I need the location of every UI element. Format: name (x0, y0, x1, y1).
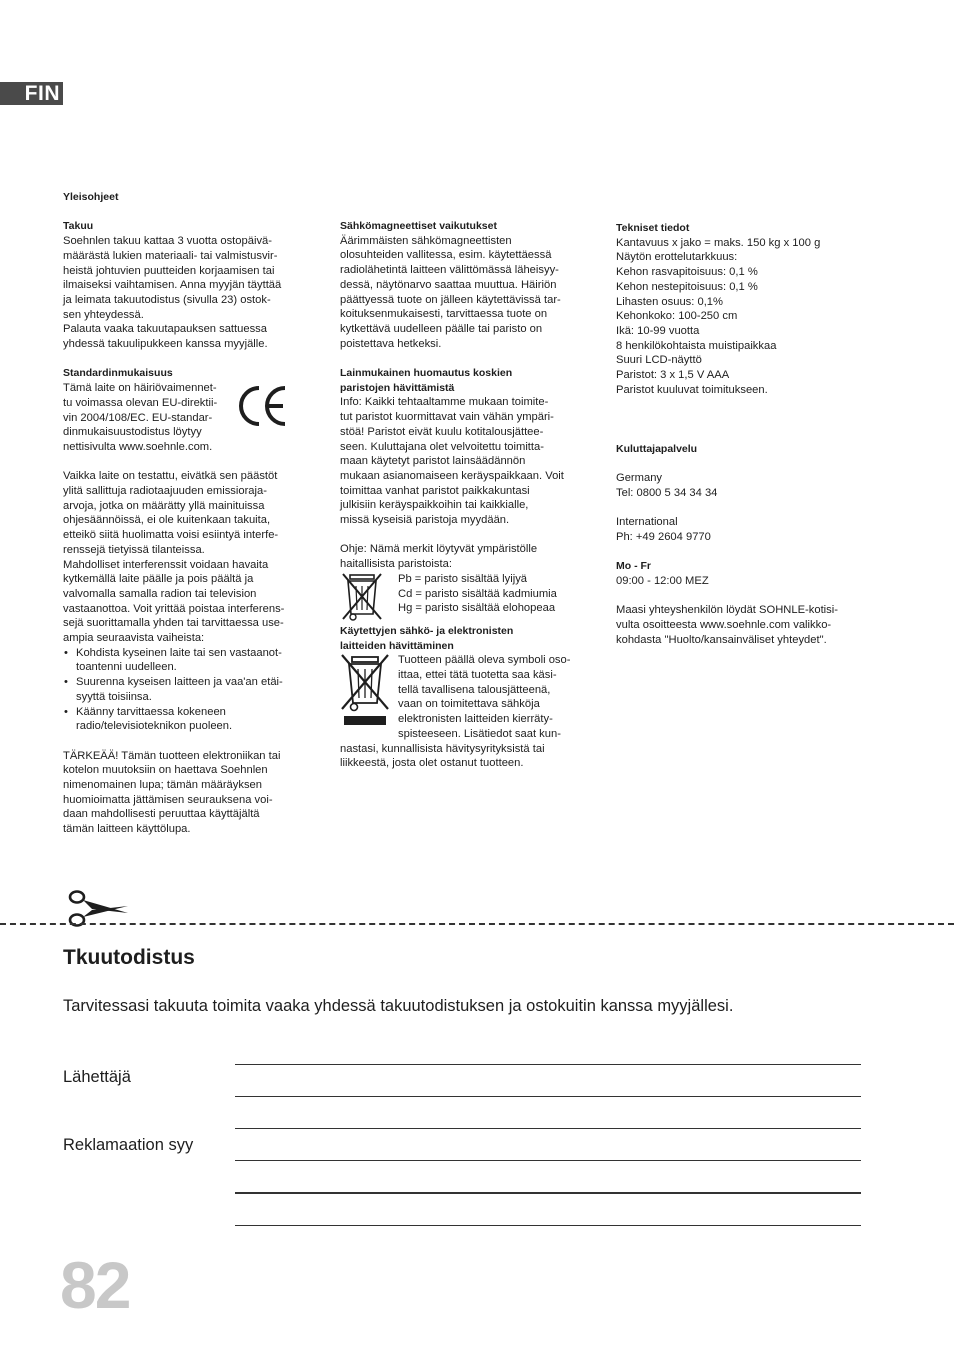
warranty-heading: Takuu (63, 220, 94, 233)
text-line: seen. Kuluttajana olet velvoitettu toimitta- (340, 440, 544, 453)
service-international (616, 515, 876, 544)
text-line: Paristot kuuluvat toimitukseen. (616, 383, 768, 396)
sender-line-3[interactable] (235, 1128, 861, 1129)
text-line: Suuri LCD-näyttö (616, 354, 702, 367)
text-line: Vaikka laite on testattu, eivätkä sen päästöt (63, 470, 278, 483)
interference-text (63, 469, 313, 645)
certificate-title: Tkuutodistus (63, 946, 195, 969)
text-line: koituksenmukaisesti, tarvittaessa tuote on (340, 308, 548, 321)
text-line: nimenomainen lupa; tämän määräyksen (63, 779, 262, 792)
text-line: määrästä lukien materiaali- tai valmistusvir- (63, 249, 278, 262)
emc-text (340, 234, 590, 352)
chem-symbols-block (340, 572, 590, 616)
text-line: Tuotteen päällä oleva symboli oso- (398, 654, 571, 667)
contact-text (616, 603, 876, 647)
text-line: renssejä tietyissä tilanteissa. (63, 543, 205, 556)
text-line: poistettava hetkeksi. (340, 337, 442, 350)
weee-block (340, 653, 590, 741)
column-specs (616, 221, 876, 647)
text-line: Cd = paristo sisältää kadmiumia (398, 587, 557, 600)
text-line: • Suurenna kyseisen laitteen ja vaa'an etäi- (76, 676, 283, 689)
text-line: Ph: +49 2604 9770 (616, 530, 711, 543)
tech-specs-list (616, 236, 876, 398)
text-line: liikkeestä, josta olet ostanut tuotteen. (340, 757, 524, 770)
text-line: julkisiin keräyspaikkoihin tai kaikkialle, (340, 499, 529, 512)
text-line: spisteeseen. Lisätiedot saat kun- (398, 727, 561, 740)
sender-label: Lähettäjä (63, 1068, 131, 1086)
text-line: ja leimata takuutodistus (sivulla 23) ostok- (63, 293, 271, 306)
text-line: kytkettävä uudelleen päälle tai paristo on (340, 322, 543, 335)
reason-line-3[interactable] (235, 1225, 861, 1226)
text-line: kotelon muutoksiin on haettava Soehnlen (63, 764, 268, 777)
text-line: Palauta vaaka takuutapauksen sattuessa (63, 323, 268, 336)
text-line: ylitä sallittuja radiotaajuuden emissioraja- (63, 485, 267, 498)
text-line: Paristot: 3 x 1,5 V AAA (616, 369, 730, 382)
text-line: tellä tavallisena talousjätteenä, (398, 683, 551, 696)
text-line: Kehon nestepitoisuus: 0,1 % (616, 280, 758, 293)
text-line: tut paristot kuormittavat vain vähän ympäri- (340, 411, 554, 424)
warranty-text (63, 234, 313, 352)
text-line: vastaanottoa. Voit yrittää poistaa interferens- (63, 602, 285, 615)
list-item (63, 675, 313, 704)
text-line: • Kohdista kyseinen laite tai sen vastaanot- (76, 646, 282, 659)
weee-heading (340, 624, 590, 653)
text-line: sejä suorittamalla yhden tai tarvittaessa use- (63, 617, 284, 630)
list-item (63, 646, 313, 675)
text-line: valvomalla samalla radion tai television (63, 587, 257, 600)
text-line: vaan on toimitettava sähköja (398, 698, 540, 711)
service-hours: 09:00 - 12:00 MEZ (616, 574, 709, 587)
reason-line-1[interactable] (235, 1160, 861, 1161)
text-line: stöä! Paristot eivät kuulu kotitalousjättee- (340, 425, 544, 438)
text-line: kohdasta "Huolto/kansainväliset yhteydet". (616, 633, 827, 646)
text-line: ampia seuraavista vaiheista: (63, 632, 205, 645)
text-line: ilmaiseksi vaihtamisen. Anna myyjän täyttää (63, 279, 282, 292)
text-line: dinmukaisuustodistus löytyy (63, 426, 202, 439)
sender-line-1[interactable] (235, 1064, 861, 1065)
text-line: heistä johtuvien puutteiden korjaamisen tai (63, 264, 275, 277)
column-general (63, 190, 313, 837)
text-line: tu voimassa olevan EU-direktii- (63, 396, 218, 409)
crossed-bin-battery-icon (340, 572, 384, 622)
text-line: Ikä: 10-99 vuotta (616, 324, 700, 337)
text-line: arvoja, jotka on määrätty yllä mainituissa (63, 499, 265, 512)
text-line: toantenni uudelleen. (76, 661, 177, 674)
important-text (63, 749, 313, 837)
crossed-wheelie-bin-icon (340, 653, 390, 729)
text-line: tämän laitteen käyttölupa. (63, 823, 191, 836)
text-line: radio/televisioteknikon puoleen. (76, 720, 233, 733)
ce-mark-icon (237, 384, 289, 428)
hours-heading: Mo - Fr (616, 560, 651, 573)
text-line: Soehnlen takuu kattaa 3 vuotta ostopäivä- (63, 235, 272, 248)
reason-label: Reklamaation syy (63, 1136, 194, 1154)
text-line: ohjesäännöissä, ei ole kuitenkaan takuita, (63, 514, 271, 527)
text-line: 8 henkilökohtaista muistipaikkaa (616, 339, 777, 352)
text-line: Hg = paristo sisältää elohopeaa (398, 602, 556, 615)
text-line: Käytettyjen sähkö- ja elektronisten (340, 624, 514, 637)
text-line: dessä, näytönarvo saattaa muuttua. Häiriön (340, 278, 557, 291)
text-line: radiolähetintä laitteen välittömässä läheisyy- (340, 264, 559, 277)
text-line: International (616, 515, 678, 528)
text-line: yhdessä takuulipukkeen kanssa myyjälle. (63, 338, 268, 351)
service-heading: Kuluttajapalvelu (616, 442, 698, 455)
text-line: ittaa, ettei tätä tuotetta saa käsi- (398, 669, 557, 682)
text-line: sen yhteydessä. (63, 308, 144, 321)
tech-heading: Tekniset tiedot (616, 222, 690, 234)
general-heading: Yleisohjeet (63, 191, 119, 203)
text-line: olosuhteiden vallitessa, esim. käytettäessä (340, 249, 552, 262)
text-line: maan käytetyt paristot lainsäädännön (340, 455, 526, 468)
text-line: Tämä laite on häiriövaimennet- (63, 382, 217, 395)
text-line: Pb = paristo sisältää lyijyä (398, 572, 528, 585)
text-line: paristojen hävittämistä (340, 381, 455, 394)
cut-line (0, 923, 954, 925)
text-line: Kehonkoko: 100-250 cm (616, 310, 738, 323)
emc-heading: Sähkömagneettiset vaikutukset (340, 220, 497, 232)
text-line: Näytön erottelutarkkuus: (616, 251, 738, 264)
certificate-intro: Tarvitessasi takuuta toimita vaaka yhdessä takuutodistuksen ja ostokuitin kanssa myyjällesi. (63, 997, 734, 1015)
weee-text (340, 742, 590, 771)
language-tab: FIN (0, 82, 63, 105)
page-number: 82 (60, 1248, 130, 1322)
text-line: missä kyseisiä paristoja myydään. (340, 514, 510, 527)
text-line: nastasi, kunnallisista hävitysyrityksistä tai (340, 742, 545, 755)
text-line: Lihasten osuus: 0,1% (616, 295, 723, 308)
text-line: Germany (616, 471, 663, 484)
text-line: vulta osoitteesta www.soehnle.com valikko- (616, 618, 832, 631)
text-line: Äärimmäisten sähkömagneettisten (340, 234, 512, 247)
conformity-heading: Standardinmukaisuus (63, 367, 173, 380)
text-line: Ohje: Nämä merkit löytyvät ympäristölle (340, 543, 538, 556)
text-line: päättyessä tuote on jälleen käytettävissä tar- (340, 293, 561, 306)
column-disposal (340, 219, 590, 771)
text-line: Kehon rasvapitoisuus: 0,1 % (616, 266, 758, 279)
list-item (63, 705, 313, 734)
text-line: elektronisten laitteiden kierräty- (398, 713, 553, 726)
text-line: huomioimatta jättämisen seurauksena voi- (63, 793, 273, 806)
text-line: nettisivulta www.soehnle.com. (63, 440, 213, 453)
text-line: laitteiden hävittäminen (340, 639, 454, 652)
text-line: Tel: 0800 5 34 34 34 (616, 486, 718, 499)
text-line: etteikö siitä huolimatta voisi esiintyä interfe- (63, 529, 279, 542)
text-line: Kantavuus x jako = maks. 150 kg x 100 g (616, 236, 821, 249)
battery-note (340, 542, 590, 571)
service-germany (616, 471, 876, 500)
reason-line-2[interactable] (235, 1192, 861, 1194)
text-line: Maasi yhteyshenkilön löydät SOHNLE-kotisi- (616, 604, 838, 617)
sender-line-2[interactable] (235, 1096, 861, 1097)
text-line: TÄRKEÄÄ! Tämän tuotteen elektroniikan tai (63, 749, 281, 762)
text-line: daan mahdollisesti peruuttaa käyttäjältä (63, 808, 260, 821)
text-line: toimittaa vanhat paristot paikkakuntasi (340, 484, 530, 497)
text-line: • Käänny tarvittaessa kokeneen (76, 705, 226, 718)
text-line: mukaan asianomaiseen keräyspaikkaan. Voit (340, 469, 564, 482)
text-line: Lainmukainen huomautus koskien (340, 367, 513, 380)
text-line: syyttä toisiinsa. (76, 690, 152, 703)
text-line: Info: Kaikki tehtaaltamme mukaan toimite- (340, 396, 549, 409)
interference-steps-list (63, 646, 313, 734)
battery-text (340, 395, 590, 527)
text-line: kytkemällä laite päälle ja pois päältä ja (63, 573, 254, 586)
text-line: haitallisista paristoista: (340, 558, 452, 571)
text-line: vin 2004/108/EC. EU-standar- (63, 411, 213, 424)
battery-heading (340, 366, 590, 395)
text-line: Mahdolliset interferenssit voidaan havaita (63, 558, 269, 571)
